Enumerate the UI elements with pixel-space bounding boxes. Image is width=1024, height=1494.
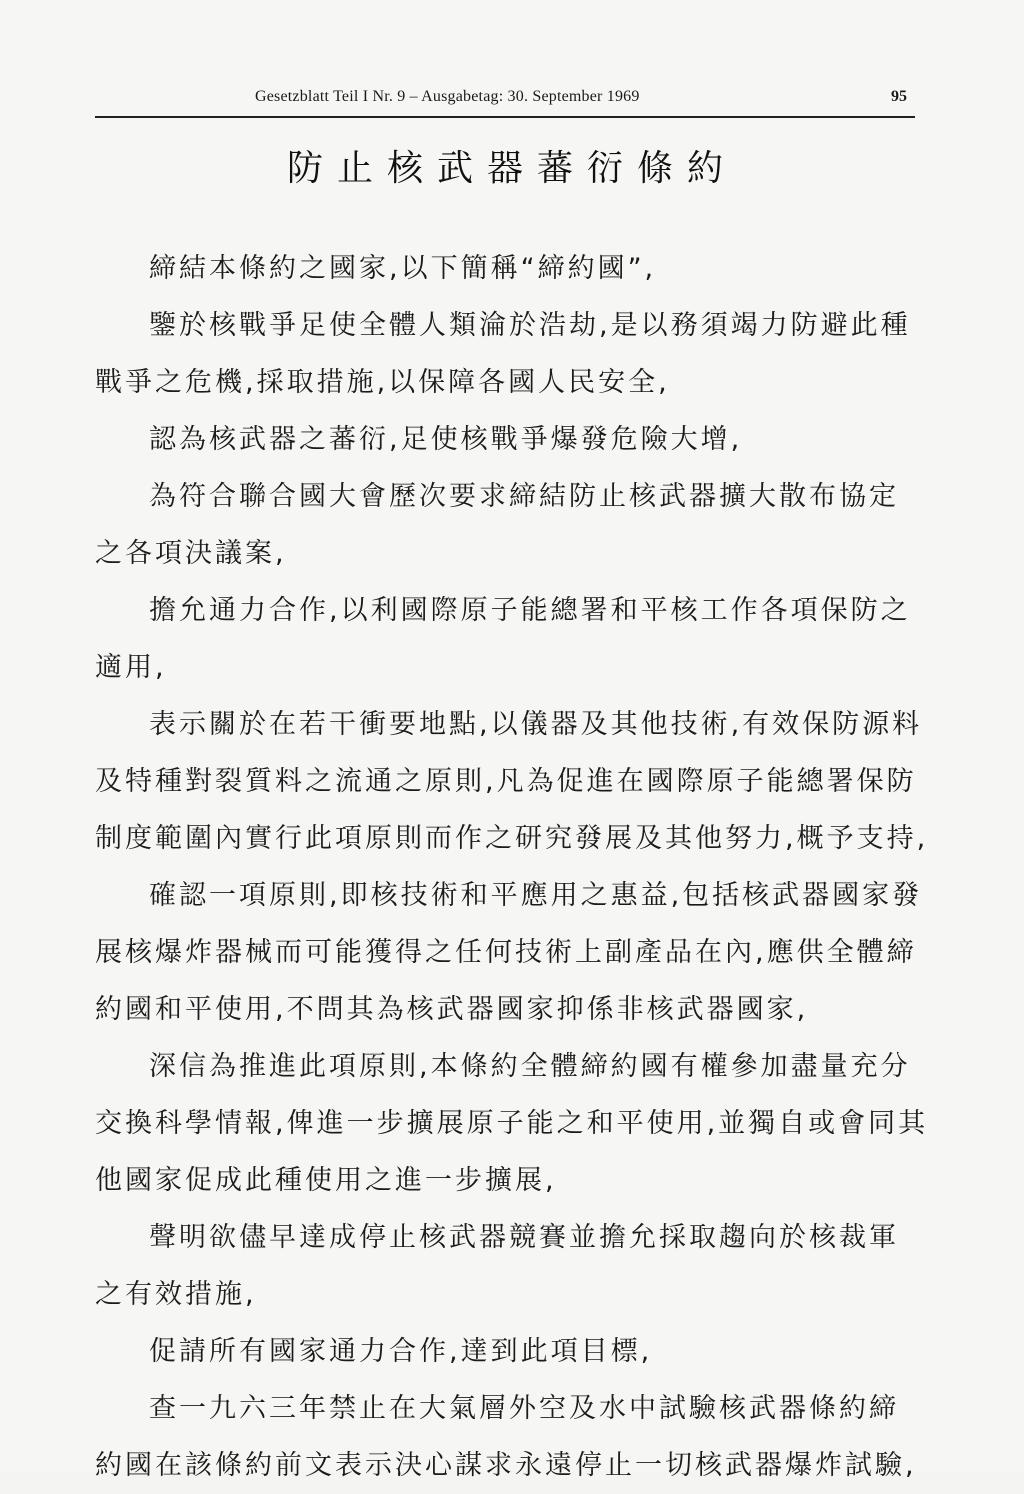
text-line: 約國在該條約前文表示決心謀求永遠停止一切核武器爆炸試驗, [95,1450,917,1481]
text-line: 聲明欲儘早達成停止核武器競賽並擔允採取趨向於核裁軍 [149,1222,899,1253]
treaty-title: 防止核武器蕃衍條約 [286,148,737,189]
text-line: 約國和平使用,不問其為核武器國家抑係非核武器國家, [95,994,809,1025]
text-line: 適用, [95,652,167,683]
text-line: 制度範圍內實行此項原則而作之研究發展及其他努力,概予支持, [95,823,929,854]
text-line: 之各項決議案, [95,538,287,569]
text-line: 他國家促成此種使用之進一步擴展, [95,1165,557,1196]
text-line: 締結本條約之國家,以下簡稱“締約國”, [149,253,657,284]
text-line: 擔允通力合作,以利國際原子能總署和平核工作各項保防之 [149,595,911,626]
text-line: 交換科學情報,俾進一步擴展原子能之和平使用,並獨自或會同其 [95,1108,929,1139]
text-line: 表示關於在若干衝要地點,以儀器及其他技術,有效保防源料 [149,709,923,740]
treaty-preamble [95,240,929,1494]
gazette-title: Gesetzblatt Teil I Nr. 9 – Ausgabetag: 30. September 1969 [255,88,640,105]
text-line: 認為核武器之蕃衍,足使核戰爭爆發危險大增, [149,424,743,455]
text-line: 促請所有國家通力合作,達到此項目標, [149,1336,653,1367]
text-line: 戰爭之危機,採取措施,以保障各國人民安全, [95,367,670,398]
page-number: 95 [891,88,907,105]
text-line: 及特種對裂質料之流通之原則,凡為促進在國際原子能總署保防 [95,766,917,797]
text-line: 鑒於核戰爭足使全體人類淪於浩劫,是以務須竭力防避此種 [149,310,911,341]
text-line: 深信為推進此項原則,本條約全體締約國有權參加盡量充分 [149,1051,911,1082]
text-line: 查一九六三年禁止在大氣層外空及水中試驗核武器條約締 [149,1393,899,1424]
text-line: 為符合聯合國大會歷次要求締結防止核武器擴大散布協定 [149,481,899,512]
text-line: 之有效措施, [95,1279,257,1310]
text-line: 確認一項原則,即核技術和平應用之惠益,包括核武器國家發 [149,880,923,911]
running-header [95,86,915,118]
text-line: 展核爆炸器械而可能獲得之任何技術上副產品在內,應供全體締 [95,937,917,968]
